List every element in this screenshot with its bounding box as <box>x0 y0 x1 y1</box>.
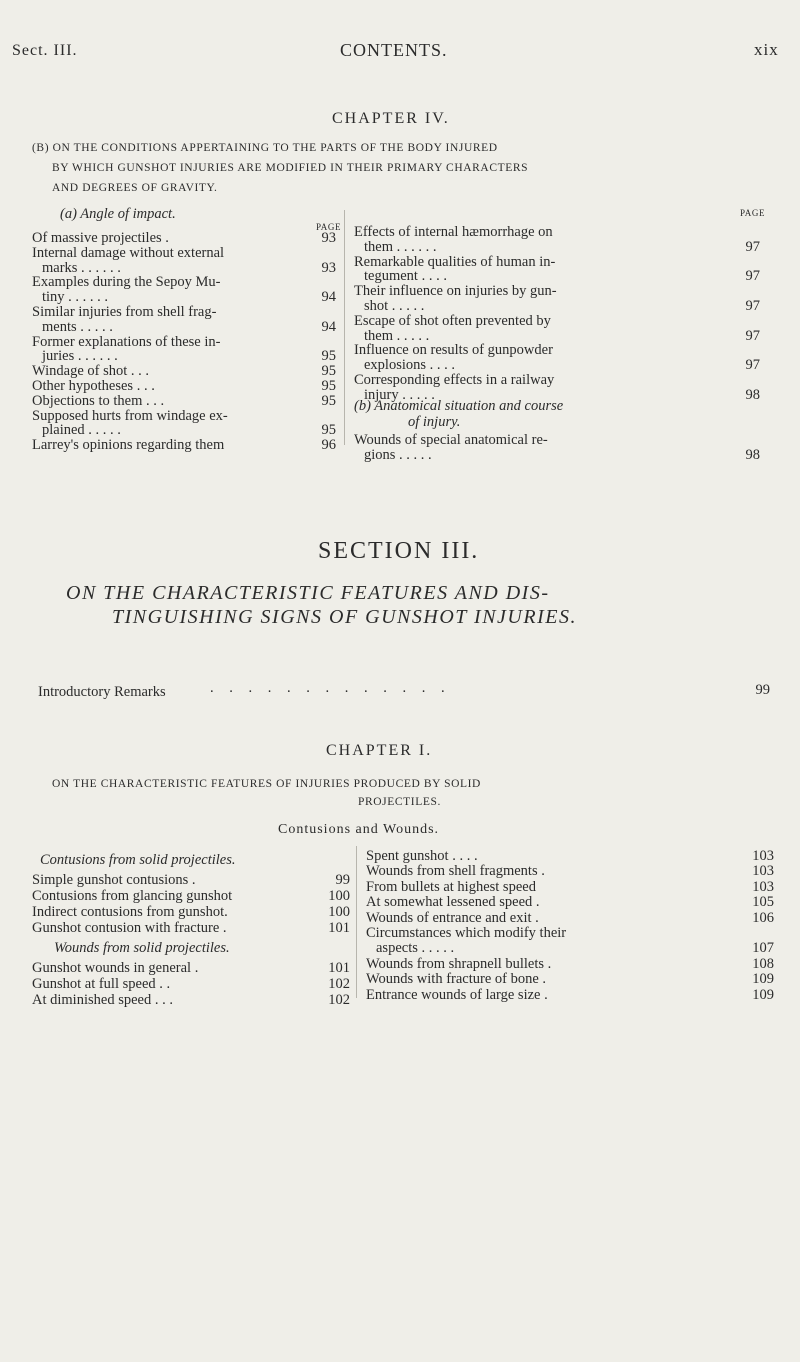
toc-entry-text: tegument . . . . <box>364 268 447 285</box>
toc-entry-text: them . . . . . . <box>364 238 437 255</box>
toc-entry-text: gions . . . . . <box>364 447 432 463</box>
toc-entry-text: plained . . . . . <box>42 422 121 439</box>
toc-entry-text: Former explanations of these in- <box>32 333 221 350</box>
toc-entry-page: 95 <box>321 392 336 409</box>
introductory-remarks-page: 99 <box>755 682 770 698</box>
subsection-anatomical-situation: (b) Anatomical situation and course <box>354 398 564 414</box>
running-head-title: CONTENTS. <box>340 40 448 60</box>
toc-entry-text: Gunshot at full speed . . <box>32 976 171 992</box>
toc-entry-text: Remarkable qualities of human in- <box>354 253 556 270</box>
toc-entry-page: 94 <box>321 318 336 335</box>
toc-entry-page: 97 <box>745 238 760 255</box>
toc-entry-page: 93 <box>321 230 336 246</box>
toc-entry-text: injury . . . . . <box>364 386 435 403</box>
toc-entry-text: Entrance wounds of large size . <box>366 986 548 1003</box>
toc-entry-text: Examples during the Sepoy Mu- <box>32 274 221 291</box>
toc-entry-text: tiny . . . . . . <box>42 289 109 306</box>
toc-entry-page: 102 <box>328 992 350 1008</box>
toc-entry-text: marks . . . . . . <box>42 259 121 276</box>
toc-entry-text: aspects . . . . . <box>376 940 455 957</box>
toc-entry-page: 94 <box>321 289 336 306</box>
toc-entry-text: Spent gunshot . . . . <box>366 848 478 864</box>
running-head-section: Sect. III. <box>12 42 78 59</box>
toc-entry-page: 103 <box>752 848 774 864</box>
subsection-contusions: Contusions from solid projectiles. <box>40 852 236 868</box>
section-iii-title-1: ON THE CHARACTERISTIC FEATURES AND DIS- <box>66 582 550 604</box>
toc-entry-page: 102 <box>328 976 350 992</box>
toc-entry-text: Wounds from shell fragments . <box>366 863 545 880</box>
toc-entry-text: ments . . . . . <box>42 318 113 335</box>
toc-entry-page: 108 <box>752 955 774 972</box>
toc-entry-page: 109 <box>752 971 774 988</box>
toc-entry-page: 95 <box>321 348 336 365</box>
toc-entry-page: 105 <box>752 894 774 911</box>
toc-entry-text: Supposed hurts from windage ex- <box>32 407 228 424</box>
toc-entry-page: 109 <box>752 986 774 1003</box>
toc-entry-text: Wounds from shrapnell bullets . <box>366 955 552 972</box>
toc-entry-text: Similar injuries from shell frag- <box>32 304 217 320</box>
toc-entry-text: Objections to them . . . <box>32 392 165 409</box>
toc-entry-text: Indirect contusions from gunshot. <box>32 904 228 920</box>
toc-entry-page: 103 <box>752 863 774 880</box>
toc-entry-text: Escape of shot often prevented by <box>354 312 551 329</box>
chapter-i-subtitle-1: ON THE CHARACTERISTIC FEATURES OF INJURIES PRODUCED BY SOLID <box>52 778 481 790</box>
toc-entry-text: Larrey's opinions regarding them <box>32 437 225 454</box>
toc-entry-page: 97 <box>745 357 760 374</box>
toc-entry-page: 95 <box>321 378 336 394</box>
toc-entry-text: At diminished speed . . . <box>32 992 173 1008</box>
chapter-iv-heading: CHAPTER IV. <box>332 110 450 127</box>
section-iii-heading: SECTION III. <box>318 538 480 564</box>
toc-entry-text: From bullets at highest speed <box>366 878 536 895</box>
toc-entry-text: Internal damage without external <box>32 244 225 261</box>
page-number: xix <box>754 40 779 59</box>
page-column-label-right: PAGE <box>740 208 766 218</box>
toc-entry-text: Gunshot contusion with fracture . <box>32 920 227 936</box>
toc-entry-text: Simple gunshot contusions . <box>32 872 196 888</box>
toc-entry-text: Their influence on injuries by gun- <box>354 283 557 300</box>
toc-entry-page: 98 <box>745 386 760 403</box>
toc-entry-text: Influence on results of gunpowder <box>354 342 553 359</box>
toc-entry-page: 101 <box>328 920 350 936</box>
toc-entry-text: Wounds of special anatomical re- <box>354 432 548 448</box>
toc-entry-text: Windage of shot . . . <box>32 363 150 380</box>
toc-entry-page: 99 <box>335 872 350 888</box>
toc-entry-text: Contusions from glancing gunshot <box>32 888 233 904</box>
toc-entry-text: Corresponding effects in a railway <box>354 372 555 388</box>
toc-entry-text: juries . . . . . . <box>42 348 118 365</box>
toc-entry-text: explosions . . . . <box>364 357 456 374</box>
column-divider <box>344 210 345 445</box>
toc-entry-text: Wounds of entrance and exit . <box>366 909 539 926</box>
subsection-wounds: Wounds from solid projectiles. <box>54 940 230 956</box>
subsection-anatomical-situation-cont: of injury. <box>408 414 461 430</box>
toc-entry-text: Effects of internal hæmorrhage on <box>354 224 553 240</box>
toc-entry-page: 95 <box>321 363 336 380</box>
page-column-label-left: PAGE <box>316 222 342 232</box>
toc-entry-text: Gunshot wounds in general . <box>32 960 199 976</box>
toc-entry-page: 97 <box>745 298 760 314</box>
chapter-i-subtitle-2: PROJECTILES. <box>358 796 441 808</box>
toc-entry-page: 103 <box>752 878 774 895</box>
toc-entry-page: 100 <box>328 888 350 904</box>
toc-entry-page: 96 <box>321 437 336 454</box>
toc-entry-page: 100 <box>328 904 350 920</box>
introductory-remarks: Introductory Remarks <box>38 684 166 700</box>
toc-entry-text: them . . . . . <box>364 327 430 344</box>
toc-entry-text: shot . . . . . <box>364 298 425 314</box>
toc-entry-text: Wounds with fracture of bone . <box>366 971 547 988</box>
chapter-iv-subtitle-2: BY WHICH GUNSHOT INJURIES ARE MODIFIED IN THEIR PRIMARY CHARACTERS <box>52 162 529 174</box>
toc-entry-page: 107 <box>752 940 774 957</box>
subsection-angle-of-impact: (a) Angle of impact. <box>60 206 176 222</box>
toc-entry-page: 101 <box>328 960 350 976</box>
introductory-remarks-leader: . . . . . . . . . . . . . <box>210 680 451 696</box>
toc-entry-page: 106 <box>752 909 774 926</box>
toc-entry-text: Of massive projectiles . <box>32 230 169 246</box>
chapter-i-heading: CHAPTER I. <box>326 742 433 759</box>
toc-entry-page: 97 <box>745 327 760 344</box>
chapter-iv-subtitle-3: AND DEGREES OF GRAVITY. <box>52 182 218 194</box>
toc-entry-text: Other hypotheses . . . <box>32 378 155 394</box>
chapter-iv-subtitle-1: (B) ON THE CONDITIONS APPERTAINING TO THE PARTS OF THE BODY INJURED <box>32 142 498 154</box>
toc-entry-text: At somewhat lessened speed . <box>366 894 540 911</box>
toc-entry-text: Circumstances which modify their <box>366 925 567 941</box>
contusions-and-wounds-heading: Contusions and Wounds. <box>278 822 440 837</box>
toc-entry-page: 97 <box>745 268 760 285</box>
toc-entry-page: 95 <box>321 422 336 439</box>
column-divider-2 <box>356 846 357 998</box>
toc-entry-page: 93 <box>321 259 336 276</box>
section-iii-title-2: TINGUISHING SIGNS OF GUNSHOT INJURIES. <box>112 606 577 628</box>
toc-entry-page: 98 <box>745 447 760 463</box>
